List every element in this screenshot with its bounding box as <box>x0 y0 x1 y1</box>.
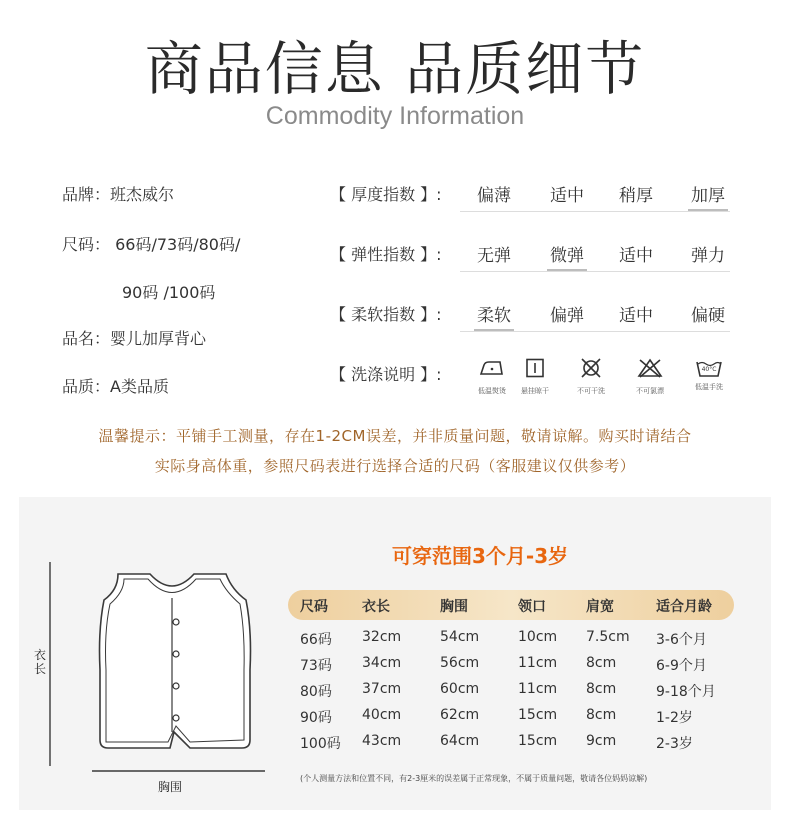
table-cell: 40cm <box>362 707 402 723</box>
wash-caption: 不可氯漂 <box>636 387 664 395</box>
table-cell: 8cm <box>586 707 617 723</box>
index-option: 微弹 <box>550 246 584 266</box>
vest-outline <box>100 574 251 748</box>
index-option: 适中 <box>550 186 584 206</box>
no-bleach-icon <box>636 358 664 378</box>
table-cell: 56cm <box>440 655 480 671</box>
index-divider <box>460 331 730 332</box>
page-subtitle: Commodity Information <box>265 102 525 130</box>
table-cell: 8cm <box>586 655 617 671</box>
index-option: 加厚 <box>691 186 725 206</box>
wear-range-title: 可穿范围3个月-3岁 <box>392 544 569 568</box>
index-option: 弹力 <box>691 246 725 266</box>
table-cell: 43cm <box>362 733 402 749</box>
low-temp-iron-icon <box>478 358 506 378</box>
table-header-cell: 领口 <box>518 599 546 615</box>
table-cell: 6-9个月 <box>656 658 707 674</box>
wash-temp-label: 40°C <box>701 366 717 373</box>
table-cell: 37cm <box>362 681 402 697</box>
no-dryclean-icon <box>577 358 605 378</box>
table-cell: 8cm <box>586 681 617 697</box>
table-cell: 2-3岁 <box>656 736 693 752</box>
size-info-line1: 尺码： 66码/73码/80码/ <box>62 235 241 254</box>
table-cell: 15cm <box>518 707 558 723</box>
wash-item <box>563 358 619 396</box>
table-cell: 62cm <box>440 707 480 723</box>
table-cell: 90码 <box>300 710 332 726</box>
table-cell: 64cm <box>440 733 480 749</box>
wash-caption: 不可干洗 <box>577 387 605 395</box>
index-option: 适中 <box>619 306 653 326</box>
table-header-cell: 适合月龄 <box>656 599 712 615</box>
wash-item <box>681 358 737 392</box>
table-cell: 1-2岁 <box>656 710 693 726</box>
index-divider <box>460 271 730 272</box>
tip-line-1: 温馨提示：平铺手工测量，存在1-2CM误差，并非质量问题，敬请谅解。购买时请结合 <box>98 427 692 445</box>
index-divider <box>460 211 730 212</box>
table-header-cell: 尺码 <box>300 599 328 615</box>
table-cell: 80码 <box>300 684 332 700</box>
index-label: 【 柔软指数 】: <box>330 305 442 324</box>
washing-label: 【 洗涤说明 】: <box>330 365 442 384</box>
quality-info: 品质：A类品质 <box>62 377 169 396</box>
table-cell: 7.5cm <box>586 629 630 645</box>
index-option: 偏硬 <box>691 306 725 326</box>
table-header-cell: 肩宽 <box>586 599 614 615</box>
size-info-line2: 90码 /100码 <box>122 283 216 302</box>
index-option: 稍厚 <box>619 186 653 206</box>
wash-item <box>507 358 563 396</box>
hang-dry-icon <box>521 358 549 378</box>
table-cell: 60cm <box>440 681 480 697</box>
index-option: 无弹 <box>477 246 511 266</box>
table-cell: 11cm <box>518 655 558 671</box>
table-cell: 100码 <box>300 736 341 752</box>
tip-line-2: 实际身高体重，参照尺码表进行选择合适的尺码（客服建议仅供参考） <box>154 457 636 475</box>
index-label: 【 厚度指数 】: <box>330 185 442 204</box>
wash-caption: 低温熨烫 <box>478 387 506 395</box>
length-label: 衣长 <box>34 648 47 676</box>
table-cell: 32cm <box>362 629 402 645</box>
table-cell: 11cm <box>518 681 558 697</box>
table-cell: 54cm <box>440 629 480 645</box>
table-header-cell: 衣长 <box>362 599 390 615</box>
product-name-info: 品名：婴儿加厚背心 <box>62 329 207 348</box>
table-cell: 3-6个月 <box>656 632 707 648</box>
wash-caption: 悬挂晾干 <box>521 387 549 395</box>
index-option: 适中 <box>619 246 653 266</box>
table-header-cell: 胸围 <box>440 599 468 615</box>
table-cell: 73码 <box>300 658 332 674</box>
table-cell: 9cm <box>586 733 617 749</box>
index-option: 偏薄 <box>477 186 511 206</box>
index-option: 柔软 <box>477 306 511 326</box>
table-cell: 15cm <box>518 733 558 749</box>
wash-caption: 低温手洗 <box>695 383 723 391</box>
wash-item <box>622 358 678 396</box>
table-cell: 34cm <box>362 655 402 671</box>
hand-wash-icon <box>695 358 723 378</box>
table-cell: 10cm <box>518 629 558 645</box>
measurement-note: (个人测量方法和位置不同，有2-3厘米的误差属于正常现象，不属于质量问题，敬请各位妈妈谅解) <box>300 774 648 783</box>
chest-label: 胸围 <box>158 780 183 794</box>
index-option: 偏弹 <box>550 306 584 326</box>
page-title: 商品信息 品质细节 <box>144 35 646 103</box>
table-cell: 9-18个月 <box>656 684 716 700</box>
index-label: 【 弹性指数 】: <box>330 245 442 264</box>
vest-diagram <box>40 560 280 790</box>
brand-info: 品牌：班杰威尔 <box>62 185 175 204</box>
table-cell: 66码 <box>300 632 332 648</box>
